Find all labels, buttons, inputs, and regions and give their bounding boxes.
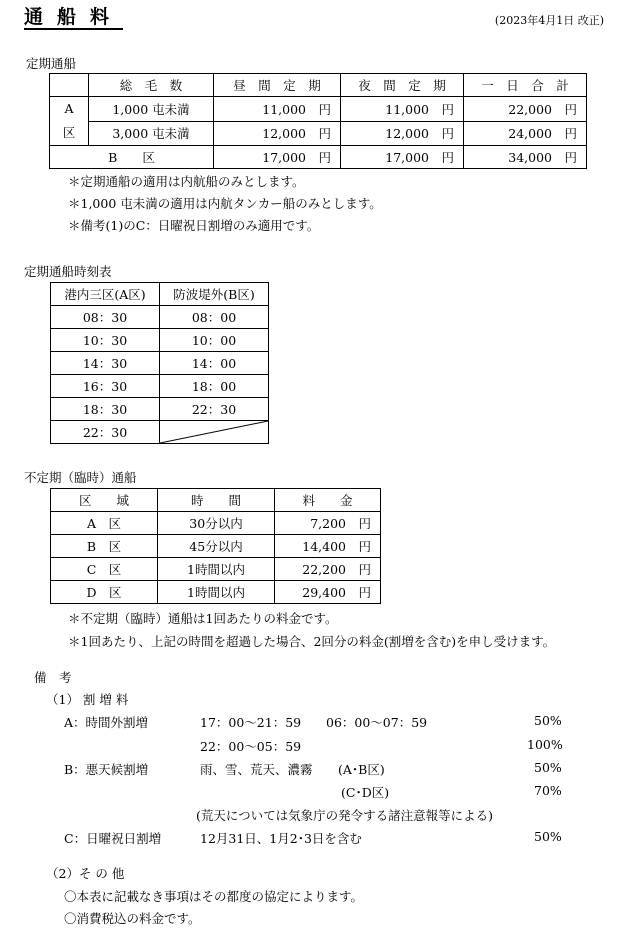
regular-note: ＊定期通船の適用は内航船のみとします。 — [68, 174, 305, 189]
regular-note: ＊備考(1)のC：日曜祝日割増のみ適用です。 — [68, 218, 320, 233]
surcharge-c-label: C：日曜祝日割増 — [64, 831, 162, 846]
surcharge-a-rate-1: 50% — [534, 713, 562, 728]
other-heading: （2）そ の 他 — [46, 866, 125, 881]
total-fee-cell: 22,000 円 — [464, 97, 587, 122]
duration-cell: 1時間以内 — [158, 581, 275, 604]
schedule-table — [50, 282, 269, 444]
schedule-time-a: 16：30 — [51, 375, 160, 398]
diagonal-line — [160, 421, 268, 443]
page-title: 通船料 — [24, 6, 124, 28]
irregular-header-fee: 料 金 — [275, 489, 381, 512]
surcharge-a-rate-2: 100% — [527, 737, 563, 752]
corner-cell — [50, 74, 89, 97]
surcharge-b-zone-1: (A･B区) — [338, 762, 385, 777]
night-fee-cell: 12,000 円 — [341, 121, 464, 146]
zone-cell: C 区 — [51, 558, 158, 581]
duration-cell: 45分以内 — [158, 535, 275, 558]
regular-fee-table — [49, 73, 587, 169]
surcharge-a-time-1: 17：00～21：59 — [200, 715, 302, 730]
surcharge-b-note: (荒天については気象庁の発令する諸注意報等による) — [196, 808, 494, 823]
surcharge-b-zone-2: (C･D区) — [341, 785, 390, 800]
empty-slashed-cell — [160, 421, 269, 444]
tonnage-cell: 3,000 屯未満 — [89, 121, 214, 146]
surcharge-c-rate: 50% — [534, 829, 562, 844]
zone-cell: A 区 — [51, 512, 158, 535]
remarks-heading: 備 考 — [34, 670, 72, 685]
schedule-time-b: 18：00 — [160, 375, 269, 398]
total-fee-cell: 24,000 円 — [464, 121, 587, 146]
schedule-time-b: 14：00 — [160, 352, 269, 375]
fee-cell: 22,200 円 — [275, 558, 381, 581]
schedule-heading: 定期通船時刻表 — [24, 264, 112, 279]
irregular-header-time: 時 間 — [158, 489, 275, 512]
schedule-time-a: 10：30 — [51, 329, 160, 352]
surcharge-b-rate-2: 70% — [534, 783, 562, 798]
total-fee-cell: 34,000 円 — [464, 146, 587, 169]
regular-heading: 定期通船 — [26, 56, 77, 71]
schedule-time-a: 08：30 — [51, 306, 160, 329]
irregular-heading: 不定期（臨時）通船 — [24, 470, 137, 485]
surcharge-b-conditions: 雨、雪、荒天、濃霧 — [200, 762, 313, 777]
schedule-time-a: 22：30 — [51, 421, 160, 444]
surcharge-a-time-3: 22：00～05：59 — [200, 739, 302, 754]
schedule-header-a: 港内三区(A区) — [51, 283, 160, 306]
day-fee-cell: 11,000 円 — [214, 97, 341, 122]
zone-cell: D 区 — [51, 581, 158, 604]
zone-a-cell — [50, 97, 89, 146]
surcharge-b-rate-1: 50% — [534, 760, 562, 775]
surcharge-a-label: A：時間外割増 — [64, 715, 149, 730]
duration-cell: 30分以内 — [158, 512, 275, 535]
schedule-time-a: 18：30 — [51, 398, 160, 421]
irregular-header-zone: 区 域 — [51, 489, 158, 512]
surcharge-c-dates: 12月31日、1月2･3日を含む — [200, 831, 362, 846]
tonnage-cell: 1,000 屯未満 — [89, 97, 214, 122]
night-fee-cell: 17,000 円 — [341, 146, 464, 169]
schedule-time-b: 22：30 — [160, 398, 269, 421]
other-item: 〇消費税込の料金です。 — [64, 911, 201, 926]
irregular-note: ＊1回あたり、上記の時間を超過した場合、2回分の料金(割増を含む)を申し受けます。 — [68, 634, 556, 649]
duration-cell: 1時間以内 — [158, 558, 275, 581]
day-fee-cell: 12,000 円 — [214, 121, 341, 146]
schedule-time-b: 10：00 — [160, 329, 269, 352]
irregular-note: ＊不定期（臨時）通船は1回あたりの料金です。 — [68, 611, 338, 626]
day-fee-cell: 17,000 円 — [214, 146, 341, 169]
schedule-time-a: 14：30 — [51, 352, 160, 375]
zone-a-top: A — [64, 101, 74, 116]
surcharge-a-time-2: 06：00～07：59 — [326, 715, 428, 730]
surcharge-b-label: B：悪天候割増 — [64, 762, 149, 777]
surcharge-heading: （1） 割 増 料 — [46, 692, 129, 707]
other-item: 〇本表に記載なき事項はその都度の協定によります。 — [64, 889, 364, 904]
fee-cell: 29,400 円 — [275, 581, 381, 604]
header-tonnage: 総 毛 数 — [89, 74, 214, 97]
schedule-time-b: 08：00 — [160, 306, 269, 329]
revision-date: (2023年4月1日 改正) — [494, 14, 604, 27]
irregular-fee-table — [50, 488, 381, 604]
schedule-header-b: 防波堤外(B区) — [160, 283, 269, 306]
header-total: 一 日 合 計 — [464, 74, 587, 97]
regular-note: ＊1,000 屯未満の適用は内航タンカー船のみとします。 — [68, 196, 382, 211]
header-day: 昼 間 定 期 — [214, 74, 341, 97]
zone-cell: B 区 — [51, 535, 158, 558]
fee-cell: 7,200 円 — [275, 512, 381, 535]
night-fee-cell: 11,000 円 — [341, 97, 464, 122]
zone-b-cell: B 区 — [50, 146, 214, 169]
header-night: 夜 間 定 期 — [341, 74, 464, 97]
fee-cell: 14,400 円 — [275, 535, 381, 558]
zone-a-bottom: 区 — [62, 125, 76, 140]
